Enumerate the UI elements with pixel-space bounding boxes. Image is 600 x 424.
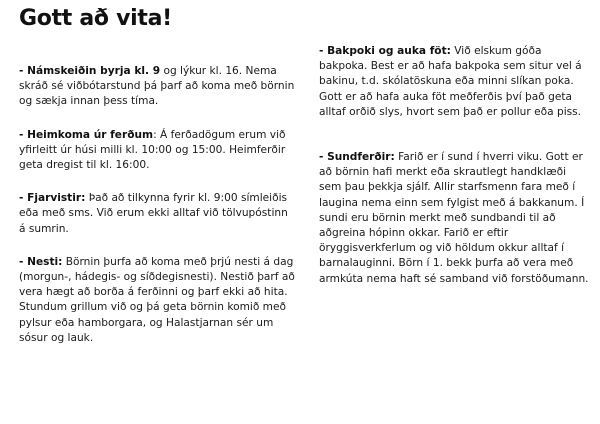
section-heading: - Sundferðir: — [319, 151, 395, 164]
section-text: Við elskum góða bakpoka. Best er að hafa bakpoka sem situr vel á bakinu, t.d. skólatöskuna eða minni slíkan poka. Gott er að hafa auka föt meðferðis því það geta alltaf orðið slys, hvort sem það er pollur eða piss. — [319, 45, 582, 118]
page-title: Gott að vita! — [19, 6, 172, 31]
section-text: og lýkur kl. 16. Nema skráð sé viðbótarstund þá þarf að koma með börnin og sækja innan þess tíma. — [19, 65, 295, 108]
right-column — [319, 44, 589, 305]
left-column — [19, 64, 297, 364]
section-heading: - Fjarvistir: — [19, 192, 86, 205]
section-heading: - Heimkoma úr ferðum — [19, 128, 154, 141]
section-course-hours — [19, 64, 297, 110]
section-backpack — [319, 44, 589, 120]
section-swimming — [319, 150, 589, 287]
section-packed-lunch — [19, 255, 297, 346]
section-heading: - Námskeiðin byrja kl. 9 — [19, 65, 161, 77]
section-absences — [19, 191, 297, 237]
section-return-trips — [19, 128, 297, 174]
section-heading: - Nesti: — [19, 255, 63, 268]
section-heading: - Bakpoki og auka föt: — [319, 45, 451, 57]
section-text: Það að tilkynna fyrir kl. 9:00 símleiðis eða með sms. Við erum ekki alltaf við tölvupóstinn á sumrin. — [19, 192, 288, 235]
section-text: : Á ferðadögum erum við yfirleitt úr húsi milli kl. 10:00 og 15:00. Heimferðir geta dregist til kl. 16:00. — [19, 128, 286, 172]
section-text: Börnin þurfa að koma með þrjú nesti á dag (morgun-, hádegis- og síðdegisnesti). Nestið þarf að vera hægt að borða á ferðinni og þarf ekki að hita. Stundum grillum við og þá geta börnin komið með pylsur eða hamborgara, og Halastjarnan sér um sósur og lauk. — [19, 255, 295, 344]
section-text: Farið er í sund í hverri viku. Gott er að börnin hafi merkt eða skrautlegt handklæði sem þau þekkja sjálf. Allir starfsmenn fara með í laugina nema einn sem fylgist með á bakkanum. Í sundi eru börnin merkt með sundbandi til að aðgreina hópinn okkar. Farið er eftir öryggisverkferlum og við höldum okkur alltaf í barnalauginni. Börn í 1. bekk þurfa að vera með armkúta nema haft sé samband við forstöðumann. — [319, 151, 589, 285]
